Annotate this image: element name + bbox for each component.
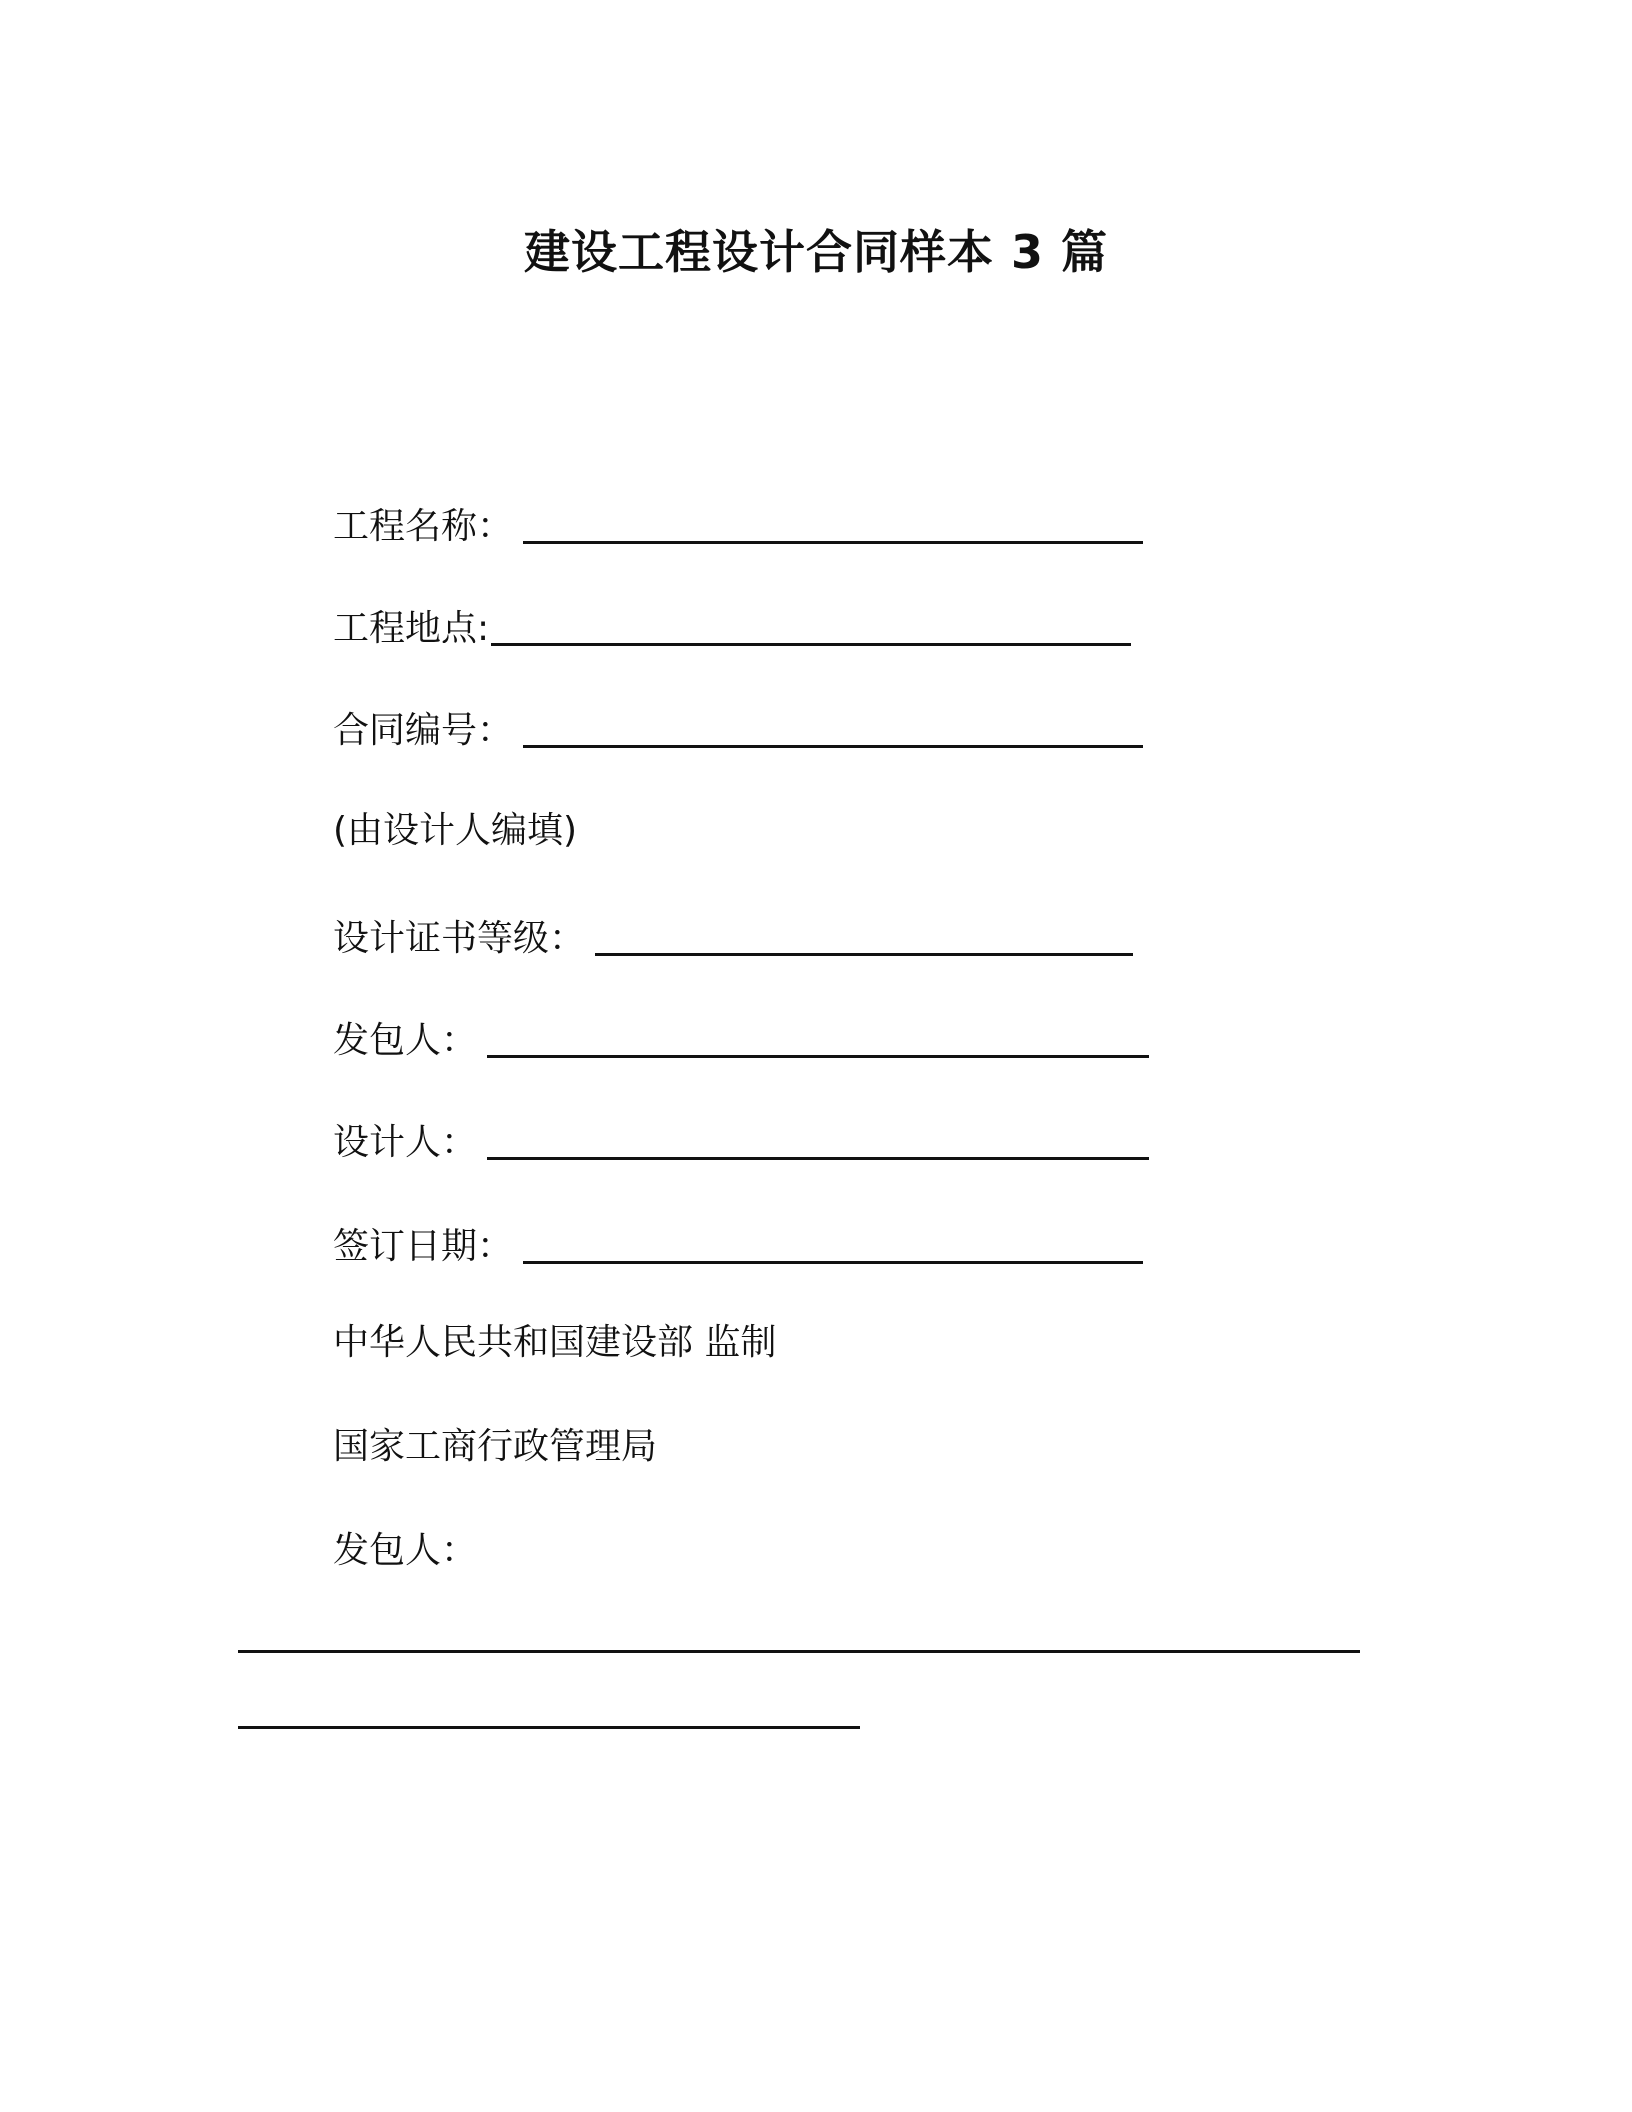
designer-blank bbox=[487, 1157, 1149, 1160]
client-blank bbox=[487, 1055, 1149, 1058]
signing-date-blank bbox=[523, 1261, 1143, 1264]
client-blank-line-1 bbox=[238, 1650, 1360, 1653]
client-blank-line-2 bbox=[238, 1726, 860, 1729]
signing-date-field bbox=[333, 1222, 1143, 1272]
contract-number-field bbox=[333, 706, 1143, 756]
designer-field bbox=[333, 1118, 1149, 1168]
project-location-blank bbox=[491, 643, 1131, 646]
designer-label: 设计人： bbox=[333, 1122, 478, 1163]
project-name-field bbox=[333, 502, 1143, 552]
project-name-blank bbox=[523, 541, 1143, 544]
client-field bbox=[333, 1016, 1149, 1066]
certificate-grade-blank bbox=[595, 953, 1133, 956]
client-label: 发包人： bbox=[333, 1020, 478, 1061]
project-location-field bbox=[333, 604, 1131, 654]
contract-number-note: (由设计人编填) bbox=[333, 810, 578, 851]
project-location-label: 工程地点: bbox=[333, 608, 490, 649]
contract-number-blank bbox=[523, 745, 1143, 748]
project-name-label: 工程名称： bbox=[333, 506, 514, 547]
signing-date-label: 签订日期： bbox=[333, 1226, 514, 1267]
certificate-grade-field bbox=[333, 914, 1133, 964]
client-section-label: 发包人： bbox=[333, 1530, 478, 1571]
document-title: 建设工程设计合同样本 3 篇 bbox=[523, 225, 1109, 279]
issuer-line-2: 国家工商行政管理局 bbox=[333, 1426, 658, 1467]
certificate-grade-label: 设计证书等级： bbox=[333, 918, 586, 959]
issuer-line-1: 中华人民共和国建设部 监制 bbox=[333, 1322, 777, 1363]
contract-number-label: 合同编号： bbox=[333, 710, 514, 751]
